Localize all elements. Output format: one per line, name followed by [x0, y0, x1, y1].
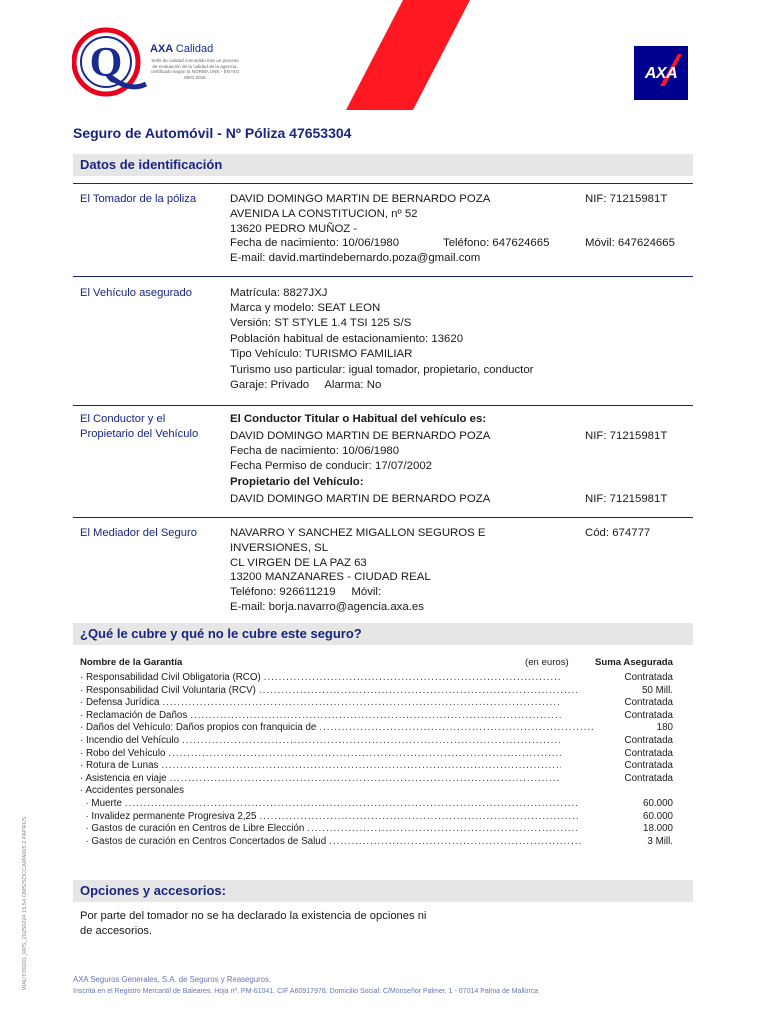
coverage-row: [80, 823, 673, 836]
coverage-col-units: (en euros): [525, 657, 569, 668]
coverage-row: [80, 722, 673, 735]
vehiculo-usage: Turismo uso particular: igual tomador, propietario, conductor: [230, 364, 534, 376]
coverage-value: 3 Mill.: [647, 835, 673, 847]
owner-heading: Propietario del Vehículo:: [230, 476, 364, 488]
dot-leader: [259, 685, 578, 698]
coverage-col-name: Nombre de la Garantía: [80, 657, 183, 668]
vehiculo-label: El Vehículo asegurado: [80, 287, 192, 299]
coverage-row: [80, 836, 673, 849]
quality-seal-logo: [72, 26, 148, 98]
coverage-row: [80, 697, 673, 710]
coverage-name: · Gastos de curación en Centros Concertados de Salud: [80, 835, 327, 847]
vehiculo-type: Tipo Vehículo: TURISMO FAMILIAR: [230, 348, 413, 360]
section-band-options: [73, 880, 693, 902]
svg-text:Q: Q: [89, 40, 123, 86]
coverage-value: 18.000: [643, 823, 673, 835]
coverage-name: · Incendio del Vehículo: [80, 734, 180, 746]
coverage-row: [80, 811, 673, 824]
dot-leader: [329, 836, 583, 849]
conductor-heading: El Conductor Titular o Habitual del vehículo es:: [230, 413, 487, 425]
tomador-nif: NIF: 71215981T: [585, 193, 668, 205]
axa-logo: [634, 46, 688, 100]
vehiculo-garage-alarm: Garaje: Privado Alarma: No: [230, 379, 382, 391]
dot-leader: [170, 773, 561, 786]
tomador-birth: Fecha de nacimiento: 10/06/1980: [230, 237, 400, 249]
mediador-city: 13200 MANZANARES - CIUDAD REAL: [230, 571, 431, 583]
coverage-value: Contratada: [624, 747, 673, 759]
conductor-label-line-1: El Conductor y el: [80, 413, 166, 425]
side-document-code: WAUTO0201_RPS_20250224 15:54 OMS/SOCCAMA005 2 PAPRUS: [22, 816, 28, 990]
vehiculo-version: Versión: ST STYLE 1.4 TSI 125 S/S: [230, 317, 412, 329]
coverage-row: [80, 773, 673, 786]
section-divider: [73, 183, 693, 184]
section-title: Datos de identificación: [80, 157, 223, 172]
coverage-value: Contratada: [624, 697, 673, 709]
coverage-value: Contratada: [624, 734, 673, 746]
tomador-address: AVENIDA LA CONSTITUCION, nº 52: [230, 208, 418, 220]
mediador-address: CL VIRGEN DE LA PAZ 63: [230, 557, 367, 569]
coverage-row: [80, 748, 673, 761]
coverage-row: [80, 710, 673, 723]
footer-registry: Inscrita en el Registro Mercantil de Baleares. Hoja nº. PM-61041. CIF A60917978. Domicilio Social: C/Monseñor Palmer, 1 - 07014 Palma de Mallorca: [73, 988, 539, 995]
coverage-table-header: [80, 657, 673, 671]
coverage-row: [80, 685, 673, 698]
mediador-email: E-mail: borja.navarro@agencia.axa.es: [230, 601, 424, 613]
coverage-value: 50 Mill.: [641, 684, 673, 696]
footer-company: AXA Seguros Generales, S.A. de Seguros y Reaseguros.: [73, 975, 272, 984]
owner-nif: NIF: 71215981T: [585, 493, 668, 505]
coverage-name: · Accidentes personales: [80, 785, 185, 797]
seal-brand: [150, 43, 213, 55]
dot-leader: [182, 735, 560, 748]
owner-name: DAVID DOMINGO MARTIN DE BERNARDO POZA: [230, 493, 491, 505]
conductor-name: DAVID DOMINGO MARTIN DE BERNARDO POZA: [230, 430, 491, 442]
tomador-label: El Tomador de la póliza: [80, 193, 197, 205]
coverage-row: [80, 735, 673, 748]
section-divider: [73, 276, 693, 277]
section-divider: [73, 517, 693, 518]
options-text-line-2: de accesorios.: [80, 925, 153, 938]
coverage-value: Contratada: [624, 772, 673, 784]
coverage-name: · Robo del Vehículo: [80, 747, 166, 759]
coverage-name: · Responsabilidad Civil Obligatoria (RCO): [80, 672, 261, 683]
seal-brand-light: Calidad: [175, 43, 214, 55]
mediador-company-line-1: NAVARRO Y SANCHEZ MIGALLON SEGUROS E: [230, 527, 486, 539]
tomador-mobile: Móvil: 647624665: [585, 237, 675, 249]
dot-leader: [264, 672, 561, 685]
section-title: Opciones y accesorios:: [80, 883, 226, 898]
coverage-name: · Reclamación de Daños: [80, 709, 188, 721]
conductor-permit-date: Fecha Permiso de conducir: 17/07/2002: [230, 460, 432, 472]
section-band-coverage: [73, 623, 693, 645]
vehiculo-parking-zone: Población habitual de estacionamiento: 13620: [230, 333, 464, 345]
section-band-identification: [73, 154, 693, 176]
dot-leader: [190, 710, 560, 723]
seal-description: Sello de calidad concedido tras un proceso de evaluación de la calidad de la agencia, certificado según la NORMA UNE - EN ISO 9001:2015: [150, 58, 240, 80]
options-text: [80, 909, 500, 940]
conductor-birth: Fecha de nacimiento: 10/06/1980: [230, 445, 400, 457]
coverage-row: [80, 798, 673, 811]
tomador-city: 13620 PEDRO MUÑOZ -: [230, 223, 358, 235]
seal-brand-strong: AXA: [150, 43, 173, 55]
coverage-value: Contratada: [624, 760, 673, 772]
dot-leader: [319, 722, 592, 735]
options-text-line-1: Por parte del tomador no se ha declarado la existencia de opciones ni: [80, 910, 427, 922]
coverage-row: [80, 672, 673, 685]
dot-leader: [259, 811, 579, 824]
dot-leader: [161, 760, 560, 773]
coverage-name: · Responsabilidad Civil Voluntaria (RCV): [80, 684, 256, 696]
coverage-name: · Muerte: [80, 797, 122, 809]
coverage-value: 180: [656, 722, 673, 734]
coverage-name: · Daños del Vehículo: Daños propios con franquicia de: [80, 722, 317, 734]
coverage-name: · Defensa Jurídica: [80, 697, 160, 709]
coverage-col-sum: Suma Asegurada: [594, 657, 673, 668]
coverage-value: Contratada: [624, 672, 673, 683]
coverage-value: Contratada: [624, 709, 673, 721]
conductor-nif: NIF: 71215981T: [585, 430, 668, 442]
section-title: ¿Qué le cubre y qué no le cubre este seguro?: [80, 626, 362, 641]
coverage-value: 60.000: [643, 797, 673, 809]
section-divider: [73, 405, 693, 406]
coverage-row: [80, 760, 673, 773]
mediador-company-line-2: INVERSIONES, SL: [230, 542, 329, 554]
tomador-name: DAVID DOMINGO MARTIN DE BERNARDO POZA: [230, 193, 491, 205]
dot-leader: [307, 823, 579, 836]
mediador-label: El Mediador del Seguro: [80, 527, 197, 539]
conductor-label-line-2: Propietario del Vehículo: [80, 428, 199, 440]
coverage-name: · Gastos de curación en Centros de Libre Elección: [80, 823, 305, 835]
coverage-row: [80, 785, 673, 798]
axa-logo-text: AXA: [644, 65, 678, 82]
vehiculo-model: Marca y modelo: SEAT LEON: [230, 302, 381, 314]
vehiculo-plate: Matrícula: 8827JXJ: [230, 287, 328, 299]
dot-leader: [163, 697, 561, 710]
coverage-name: · Rotura de Lunas: [80, 760, 159, 772]
policy-title: Seguro de Automóvil - Nº Póliza 47653304: [73, 125, 352, 141]
coverage-table: [80, 672, 673, 848]
tomador-email: E-mail: david.martindebernardo.poza@gmail.com: [230, 252, 481, 264]
dot-leader: [169, 748, 561, 761]
tomador-phone: Teléfono: 647624665: [443, 237, 550, 249]
mediador-phone: Teléfono: 926611219 Móvil:: [230, 586, 382, 598]
coverage-value: 60.000: [643, 810, 673, 822]
mediador-code: Cód: 674777: [585, 527, 651, 539]
dot-leader: [125, 798, 579, 811]
coverage-name: · Asistencia en viaje: [80, 772, 167, 784]
dot-leader: [187, 785, 609, 798]
coverage-name: · Invalidez permanente Progresiva 2,25: [80, 810, 257, 822]
